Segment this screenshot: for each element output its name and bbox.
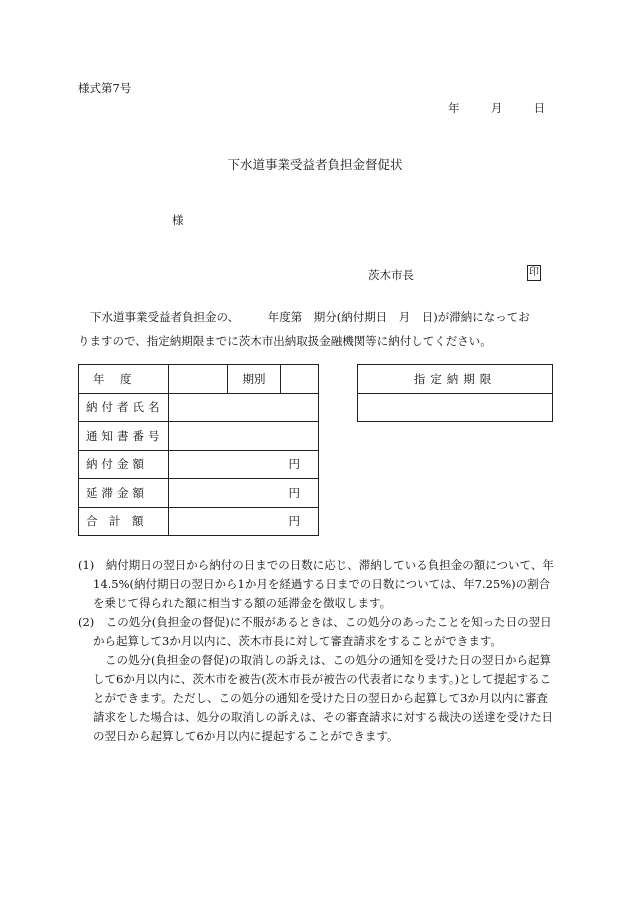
notice-number-cell: [169, 422, 319, 451]
table-row: [358, 393, 553, 422]
table-row: [79, 422, 319, 451]
payment-amount-label: 納付金額: [79, 450, 169, 479]
payment-amount-cell: 円: [169, 450, 319, 479]
payment-table: [78, 364, 319, 536]
period-cell: [281, 365, 319, 394]
seal-mark: 印: [527, 265, 541, 281]
table-row: [79, 450, 319, 479]
table-row: [79, 393, 319, 422]
note-1: (1) 納付期日の翌日から納付の日までの日数に応じ、滞納している負担金の額について、年14.5%(納付期日の翌日から1か月を経過する日までの日数については、年7.25%)の割合を乗じて得られた額に相当する額の延滞金を徴収します。: [78, 558, 554, 610]
lead-line-2: りますので、指定納期限までに茨木市出納取扱金融機関等に納付してください。: [78, 334, 492, 348]
payer-name-cell: [169, 393, 319, 422]
date-line: [448, 100, 545, 116]
year-cell: [169, 365, 228, 394]
date-day: 日: [533, 101, 546, 115]
deadline-table: [357, 364, 553, 422]
table-row: [358, 365, 553, 394]
lead-line-1: 下水道事業受益者負担金の、 年度第 期分(納付期日 月 日)が滞納になってお: [90, 310, 530, 324]
note-2: (2) この処分(負担金の督促)に不服があるときは、この処分のあったことを知った日の翌日から起算して3か月以内に、茨木市長に対して審査請求をすることができます。: [78, 615, 552, 648]
table-row: [79, 479, 319, 508]
issuer: 茨木市長: [368, 268, 414, 282]
table-row: [79, 507, 319, 536]
notice-number-label: 通知書番号: [79, 422, 169, 451]
total-label: 合 計 額: [79, 507, 169, 536]
notes: [78, 556, 558, 746]
date-month: 月: [490, 101, 503, 115]
form-number: 様式第7号: [78, 81, 132, 95]
lead-paragraph: [78, 305, 558, 353]
period-label: 期別: [228, 365, 281, 394]
year-label: 年 度: [79, 365, 169, 394]
date-year: 年: [448, 101, 460, 115]
page-title: 下水道事業受益者負担金督促状: [227, 157, 403, 172]
deadline-cell: [358, 393, 553, 422]
total-cell: 円: [169, 507, 319, 536]
late-fee-cell: 円: [169, 479, 319, 508]
table-row: [79, 365, 319, 394]
addressee-suffix: 様: [172, 213, 184, 227]
note-2-continued: この処分(負担金の督促)の取消しの訴えは、この処分の通知を受けた日の翌日から起算して6か月以内に、茨木市を被告(茨木市長が被告の代表者になります。)として提起することができます。ただし、この処分の通知を受けた日の翌日から起算して3か月以内に審査請求をした場合は、処分の取消しの訴えは、その審査請求に対する裁決の送達を受けた日の翌日から起算して6か月以内に提起することができます。: [93, 653, 553, 743]
deadline-header: 指定納期限: [358, 365, 553, 394]
late-fee-label: 延滞金額: [79, 479, 169, 508]
payer-name-label: 納付者氏名: [79, 393, 169, 422]
